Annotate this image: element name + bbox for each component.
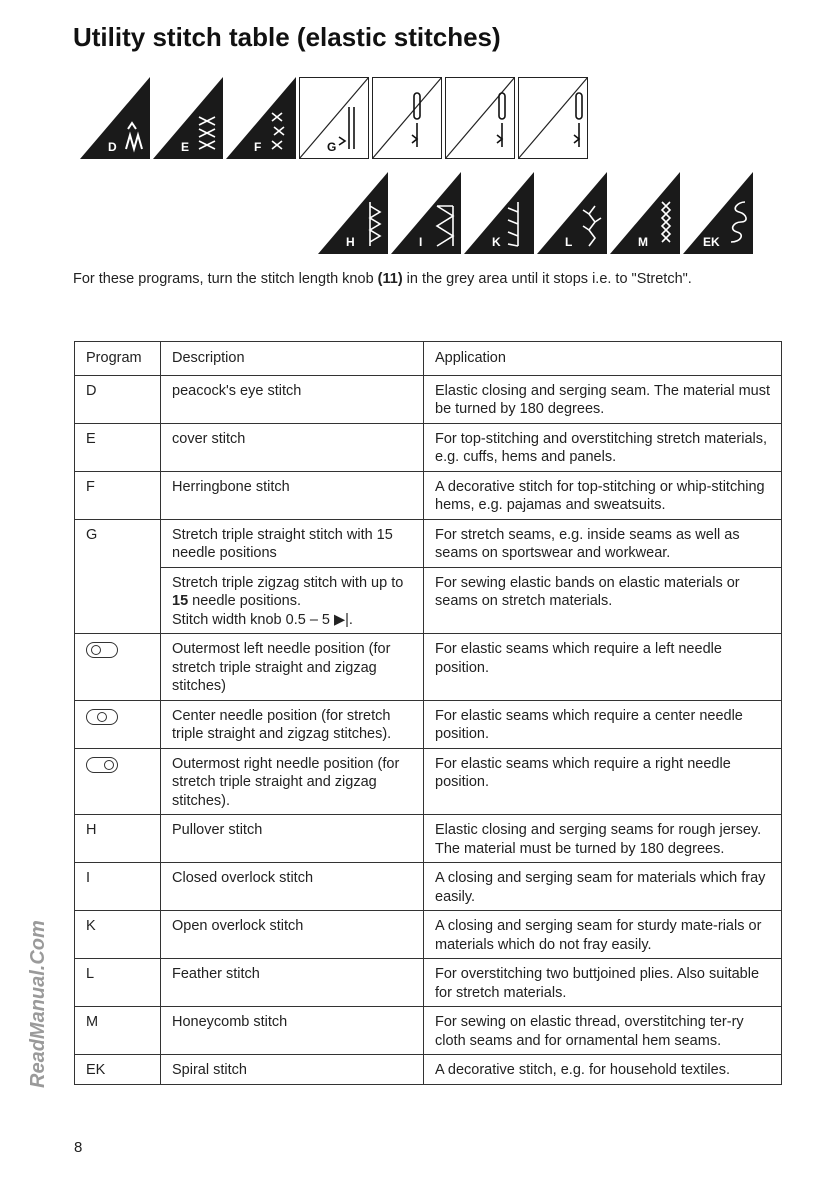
stitch-program-tiles-top xyxy=(80,77,588,159)
stitch-tile-letter: H xyxy=(346,235,355,249)
description-cell: peacock's eye stitch xyxy=(161,375,424,423)
description-cell: Outermost right needle position (for stretch triple straight and zigzag stitches). xyxy=(161,748,424,815)
application-cell: For sewing on elastic thread, overstitching ter-ry cloth seams and for ornamental hem seams. xyxy=(424,1007,782,1055)
description-cell: Stretch triple straight stitch with 15 needle positions xyxy=(161,519,424,567)
description-cell: Center needle position (for stretch triple straight and zigzag stitches). xyxy=(161,700,424,748)
program-cell: L xyxy=(75,959,161,1007)
stitch-tile-letter: I xyxy=(419,235,423,249)
right-needle-position-icon xyxy=(86,757,118,773)
application-cell: For sewing elastic bands on elastic materials or seams on stretch materials. xyxy=(424,567,782,634)
program-cell: E xyxy=(75,423,161,471)
application-cell: For top-stitching and overstitching stretch materials, e.g. cuffs, hems and panels. xyxy=(424,423,782,471)
stitch-tile-g xyxy=(299,77,369,159)
stitch-tile-letter: EK xyxy=(703,235,720,249)
description-cell: Honeycomb stitch xyxy=(161,1007,424,1055)
application-cell: For overstitching two buttjoined plies. Also suitable for stretch materials. xyxy=(424,959,782,1007)
utility-stitch-table xyxy=(74,341,782,1085)
table-row xyxy=(75,863,782,911)
stitch-tile-d xyxy=(80,77,150,159)
application-cell: Elastic closing and serging seam. The material must be turned by 180 degrees. xyxy=(424,375,782,423)
column-header-application: Application xyxy=(424,342,782,376)
program-cell: D xyxy=(75,375,161,423)
stitch-tile-l xyxy=(537,172,607,254)
program-cell: H xyxy=(75,815,161,863)
stitch-tile-h xyxy=(318,172,388,254)
watermark-logo xyxy=(24,880,50,1090)
program-cell: M xyxy=(75,1007,161,1055)
table-row xyxy=(75,423,782,471)
stitch-tile-k xyxy=(464,172,534,254)
application-cell: A closing and serging seam for materials which fray easily. xyxy=(424,863,782,911)
table-row xyxy=(75,567,782,634)
stitch-tile-f xyxy=(226,77,296,159)
page-number: 8 xyxy=(74,1139,83,1156)
program-cell: G xyxy=(75,519,161,634)
application-cell: For elastic seams which require a center needle position. xyxy=(424,700,782,748)
intro-paragraph xyxy=(73,270,753,289)
stitch-tile-letter: F xyxy=(254,140,262,154)
column-header-description: Description xyxy=(161,342,424,376)
table-row xyxy=(75,815,782,863)
stitch-tile-letter: E xyxy=(181,140,190,154)
application-cell: For elastic seams which require a left needle position. xyxy=(424,634,782,701)
stitch-tile-letter: K xyxy=(492,235,501,249)
table-row xyxy=(75,471,782,519)
stitch-tile-i xyxy=(391,172,461,254)
page-title: Utility stitch table (elastic stitches) xyxy=(73,22,501,52)
program-cell xyxy=(75,634,161,701)
stitch-tile-e xyxy=(153,77,223,159)
table-header-row xyxy=(75,342,782,376)
needle-position-tile-left xyxy=(372,77,442,159)
description-bold: 15 xyxy=(172,593,189,609)
needle-position-tile-right xyxy=(518,77,588,159)
intro-text: For these programs, turn the stitch length knob xyxy=(73,271,378,287)
stitch-tile-letter: L xyxy=(565,235,573,249)
stitch-program-tiles-bottom xyxy=(318,172,753,254)
application-cell: For elastic seams which require a right needle position. xyxy=(424,748,782,815)
description-cell: Herringbone stitch xyxy=(161,471,424,519)
program-cell: F xyxy=(75,471,161,519)
description-cell: Closed overlock stitch xyxy=(161,863,424,911)
table-row xyxy=(75,959,782,1007)
table-row xyxy=(75,1055,782,1085)
stitch-tile-m xyxy=(610,172,680,254)
description-text: Stretch triple zigzag stitch with up to xyxy=(172,574,404,591)
stitch-tile-letter: D xyxy=(108,140,117,154)
description-cell: Feather stitch xyxy=(161,959,424,1007)
application-cell: A decorative stitch for top-stitching or whip-stitching hems, e.g. pajamas and sweatsuits. xyxy=(424,471,782,519)
description-cell xyxy=(161,567,424,634)
application-cell: Elastic closing and serging seams for rough jersey. The material must be turned by 180 degrees. xyxy=(424,815,782,863)
table-row xyxy=(75,1007,782,1055)
stitch-tile-ek xyxy=(683,172,753,254)
needle-position-tile-center xyxy=(445,77,515,159)
table-row xyxy=(75,911,782,959)
application-cell: A closing and serging seam for sturdy mate-rials or materials which do not fray easily. xyxy=(424,911,782,959)
column-header-program: Program xyxy=(75,342,161,376)
description-cell: Outermost left needle position (for stretch triple straight and zigzag stitches) xyxy=(161,634,424,701)
watermark-text: ReadManual.Com xyxy=(27,920,49,1088)
program-cell xyxy=(75,700,161,748)
program-cell: K xyxy=(75,911,161,959)
left-needle-position-icon xyxy=(86,642,118,658)
center-needle-position-icon xyxy=(86,709,118,725)
description-cell: cover stitch xyxy=(161,423,424,471)
program-cell: EK xyxy=(75,1055,161,1085)
description-cell: Spiral stitch xyxy=(161,1055,424,1085)
knob-reference: (11) xyxy=(377,271,403,287)
intro-text: in the grey area until it stops i.e. to "Stretch". xyxy=(402,271,692,287)
description-cell: Pullover stitch xyxy=(161,815,424,863)
table-row xyxy=(75,748,782,815)
stitch-tile-letter: M xyxy=(638,235,648,249)
application-cell: For stretch seams, e.g. inside seams as well as seams on sportswear and workwear. xyxy=(424,519,782,567)
stitch-tile-letter: G xyxy=(327,140,337,154)
program-cell xyxy=(75,748,161,815)
program-cell: I xyxy=(75,863,161,911)
table-row xyxy=(75,375,782,423)
table-row xyxy=(75,700,782,748)
description-text: needle positions. xyxy=(188,593,301,609)
description-cell: Open overlock stitch xyxy=(161,911,424,959)
table-row xyxy=(75,519,782,567)
table-row xyxy=(75,634,782,701)
description-text: Stitch width knob 0.5 – 5 ▶|. xyxy=(172,611,353,628)
application-cell: A decorative stitch, e.g. for household textiles. xyxy=(424,1055,782,1085)
